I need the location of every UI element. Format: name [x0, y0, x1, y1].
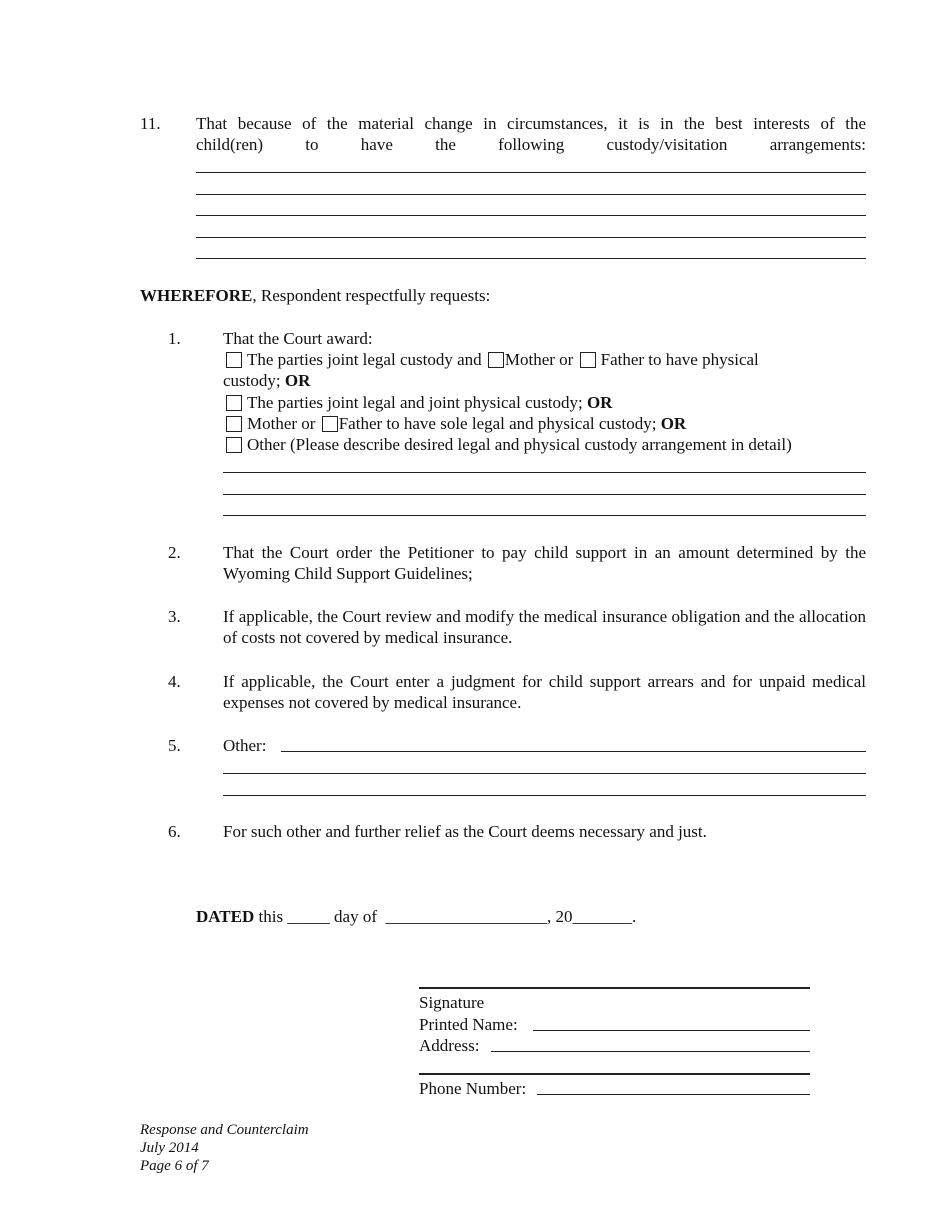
- option-3-text-a: Mother or: [247, 414, 316, 433]
- request-1-blank-1[interactable]: [223, 472, 866, 473]
- address-field[interactable]: [491, 1051, 810, 1052]
- request-1-option-1-cont: [223, 370, 310, 391]
- wherefore-bold: WHEREFORE: [140, 286, 253, 305]
- request-1-option-3: [226, 413, 686, 434]
- father-physical-checkbox[interactable]: [580, 352, 596, 368]
- option-4-text: Other (Please describe desired legal and physical custody arrangement in detail): [247, 435, 792, 454]
- mother-sole-checkbox[interactable]: [226, 416, 242, 432]
- request-1-option-1: [226, 349, 759, 370]
- printed-name-label: Printed Name:: [419, 1015, 518, 1034]
- option-1-text-d: custody;: [223, 371, 281, 390]
- request-3-text: If applicable, the Court review and modify the medical insurance obligation and the allocation of costs not covered by medical insurance.: [223, 607, 866, 647]
- request-3-number: 3.: [168, 607, 181, 626]
- option-2-text: The parties joint legal and joint physical custody;: [247, 393, 583, 412]
- phone-number-field[interactable]: [537, 1094, 810, 1095]
- footer-page-number: Page 6 of 7: [140, 1158, 209, 1174]
- footer-title: Response and Counterclaim: [140, 1122, 309, 1138]
- item-11-blank-5[interactable]: [196, 258, 866, 259]
- request-1-blank-2[interactable]: [223, 494, 866, 495]
- request-1-option-2: [226, 392, 612, 413]
- footer-date: July 2014: [140, 1140, 199, 1156]
- request-5-blank-2[interactable]: [223, 773, 866, 774]
- option-1-text-a: The parties joint legal custody and: [247, 350, 482, 369]
- item-11-number: 11.: [140, 114, 161, 133]
- other-arrangement-checkbox[interactable]: [226, 437, 242, 453]
- or-3: OR: [660, 414, 687, 433]
- request-1-number: 1.: [168, 329, 181, 348]
- or-2: OR: [586, 393, 613, 412]
- address-label: Address:: [419, 1036, 480, 1055]
- request-5-blank-3[interactable]: [223, 795, 866, 796]
- item-11-blank-2[interactable]: [196, 194, 866, 195]
- request-1-option-4: [226, 434, 792, 455]
- request-2-text: That the Court order the Petitioner to pay child support in an amount determined by the Wyoming Child Support Guidelines;: [223, 543, 866, 583]
- wherefore-rest: , Respondent respectfully requests:: [252, 286, 491, 305]
- request-6-text: For such other and further relief as the Court deems necessary and just.: [223, 822, 707, 841]
- item-11-line2: child(ren) to have the following custody/visitation arrangements:: [196, 135, 866, 154]
- printed-name-field[interactable]: [533, 1030, 810, 1031]
- request-4-text: If applicable, the Court enter a judgment for child support arrears and for unpaid medical expenses not covered by medical insurance.: [223, 672, 866, 712]
- mother-physical-checkbox[interactable]: [488, 352, 504, 368]
- option-1-text-b: Mother or: [504, 350, 574, 369]
- item-11-blank-1[interactable]: [196, 172, 866, 173]
- signature-label: Signature: [419, 993, 485, 1012]
- father-sole-checkbox[interactable]: [322, 416, 338, 432]
- address-field-line-2[interactable]: [419, 1073, 810, 1075]
- item-11-blank-4[interactable]: [196, 237, 866, 238]
- dated-line: [196, 906, 636, 927]
- request-2-number: 2.: [168, 543, 181, 562]
- option-3-text-b: Father to have sole legal and physical custody;: [338, 414, 657, 433]
- item-11-blank-3[interactable]: [196, 215, 866, 216]
- item-11-line1: That because of the material change in circumstances, it is in the best interests of the: [196, 114, 866, 133]
- request-5-blank-1[interactable]: [281, 751, 866, 752]
- request-6-number: 6.: [168, 822, 181, 841]
- request-4-number: 4.: [168, 672, 181, 691]
- option-1-text-c: Father to have physical: [600, 350, 759, 369]
- request-1-intro: That the Court award:: [223, 329, 373, 348]
- signature-line[interactable]: [419, 987, 810, 989]
- joint-legal-physical-checkbox[interactable]: [226, 395, 242, 411]
- request-5-number: 5.: [168, 736, 181, 755]
- or-1: OR: [284, 371, 311, 390]
- request-1-blank-3[interactable]: [223, 515, 866, 516]
- joint-legal-custody-checkbox[interactable]: [226, 352, 242, 368]
- dated-bold: DATED: [196, 907, 255, 926]
- phone-number-label: Phone Number:: [419, 1079, 527, 1098]
- wherefore-heading: [140, 285, 490, 306]
- request-5-label: Other:: [223, 736, 267, 755]
- dated-rest: this _____ day of ___________________, 20_______.: [254, 907, 637, 926]
